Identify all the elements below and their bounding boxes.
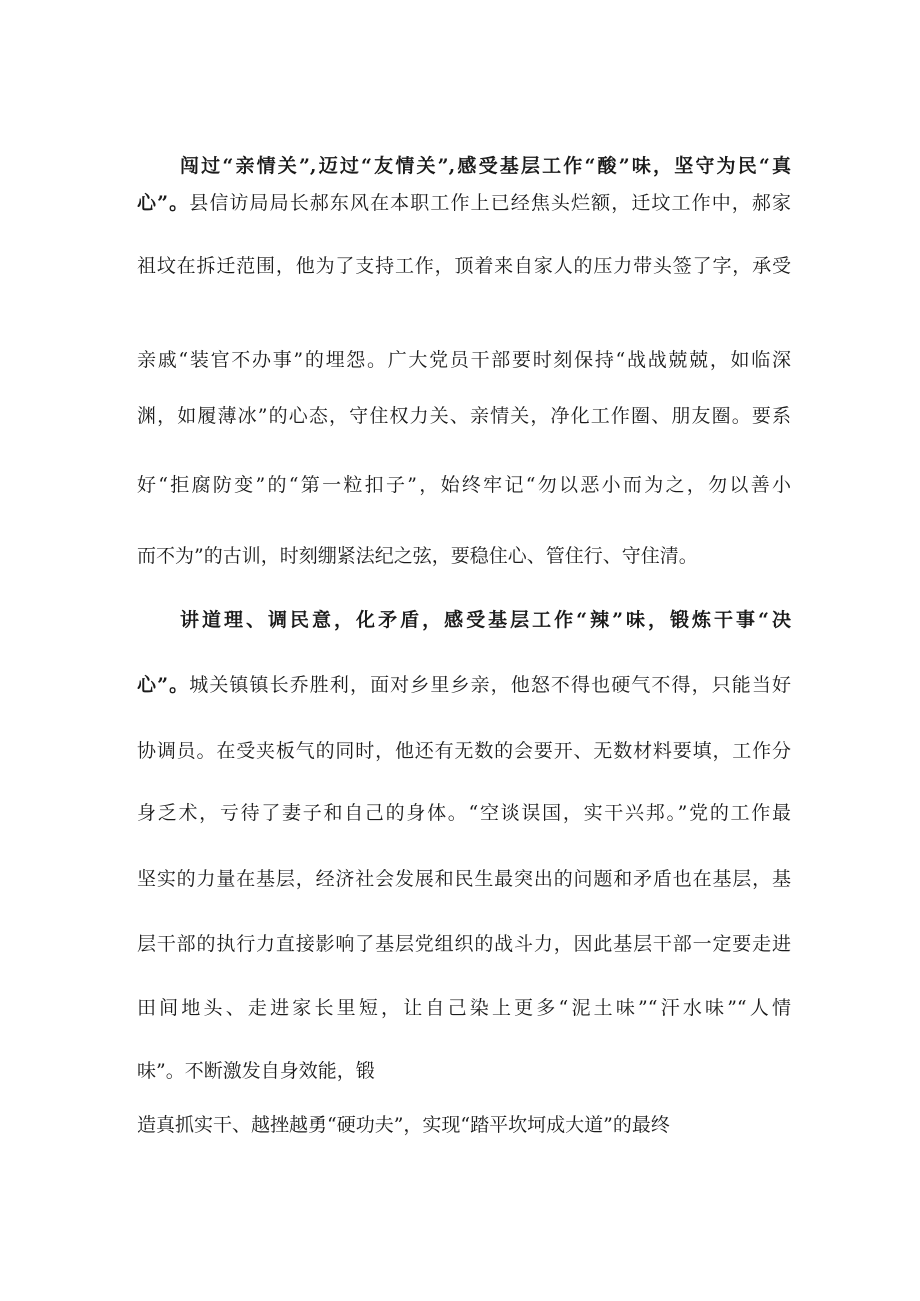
bold-heading: 讲道理、调民意，化矛盾，感受基层工作“辣”味，锻炼干事“决 [180, 609, 791, 631]
bold-heading: 心”。 [137, 674, 190, 696]
body-text: 身乏术，亏待了妻子和自己的身体。“空谈误国，实干兴邦。”党的工作最 [137, 802, 791, 824]
paragraph-1-line-6 [137, 470, 791, 500]
paragraph-2-line-1 [180, 605, 791, 635]
paragraph-1-line-5 [137, 401, 791, 431]
paragraph-3-line-1 [137, 1110, 791, 1140]
body-text: 坚实的力量在基层，经济社会发展和民生最突出的问题和矛盾也在基层，基 [137, 868, 791, 890]
paragraph-1-line-3 [137, 251, 791, 281]
body-text: 味”。不断激发自身效能，锻 [137, 1060, 375, 1082]
paragraph-2-line-3 [137, 736, 791, 766]
bold-heading: 心”。 [137, 192, 190, 214]
body-text: 协调员。在受夹板气的同时，他还有无数的会要开、无数材料要填，工作分 [137, 740, 791, 762]
paragraph-2-line-2 [137, 670, 791, 700]
paragraph-1-line-2 [137, 188, 791, 218]
body-text: 而不为”的古训，时刻绷紧法纪之弦，要稳住心、管住行、守住清。 [137, 545, 698, 567]
paragraph-2-line-7 [137, 993, 791, 1023]
paragraph-2-line-4 [137, 798, 791, 828]
paragraph-2-line-5 [137, 864, 791, 894]
body-text: 亲戚“装官不办事”的埋怨。广大党员干部要时刻保持“战战兢兢，如临深 [137, 349, 791, 371]
paragraph-1-line-1 [180, 151, 791, 181]
body-text: 田间地头、走进家长里短，让自己染上更多“泥土味”“汗水味”“人情 [137, 997, 791, 1019]
paragraph-2-line-8 [137, 1056, 791, 1086]
paragraph-1-line-7 [137, 541, 791, 571]
body-text: 层干部的执行力直接影响了基层党组织的战斗力，因此基层干部一定要走进 [137, 933, 791, 955]
body-text: 造真抓实干、越挫越勇“硬功夫”，实现“踏平坎坷成大道”的最终 [137, 1114, 670, 1136]
body-text: 县信访局局长郝东风在本职工作上已经焦头烂额，迁坟工作中，郝家 [189, 192, 791, 214]
body-text: 好“拒腐防变”的“第一粒扣子”，始终牢记“勿以恶小而为之，勿以善小 [137, 474, 791, 496]
body-text: 城关镇镇长乔胜利，面对乡里乡亲，他怒不得也硬气不得，只能当好 [189, 674, 791, 696]
bold-heading: 闯过“亲情关”,迈过“友情关”,感受基层工作“酸”味，坚守为民“真 [180, 155, 791, 177]
body-text: 祖坟在拆迁范围，他为了支持工作，顶着来自家人的压力带头签了字，承受 [137, 255, 791, 277]
paragraph-2-line-6 [137, 929, 791, 959]
paragraph-1-line-4 [137, 345, 791, 375]
body-text: 渊，如履薄冰”的心态，守住权力关、亲情关，净化工作圈、朋友圈。要系 [137, 405, 791, 427]
